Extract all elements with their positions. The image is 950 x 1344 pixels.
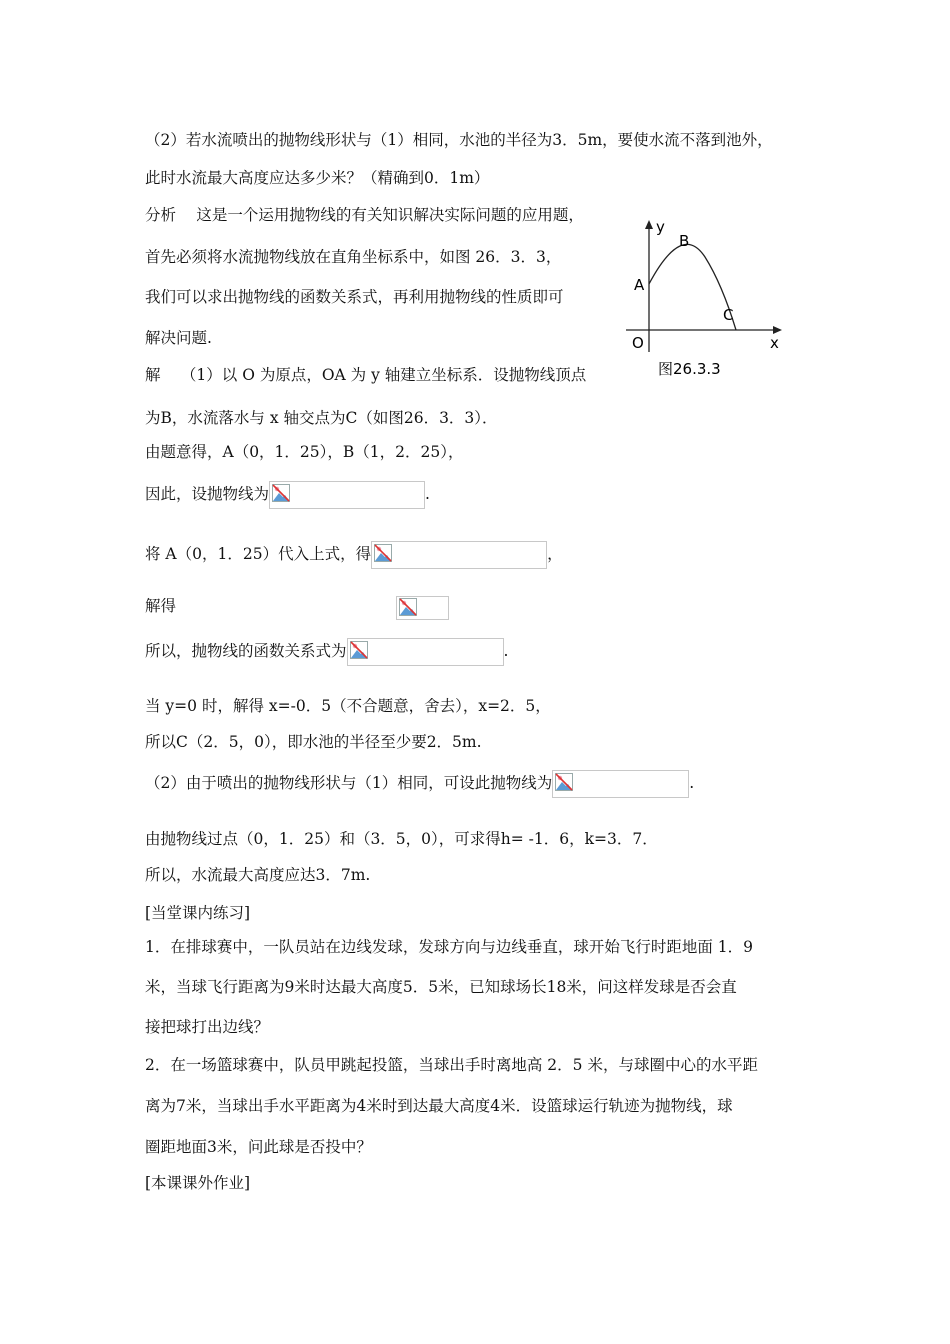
solution-line-5: [145, 541, 563, 569]
solution-line-8: 当 y=0 时，解得 x=-0．5（不合题意，舍去），x=2．5，: [145, 697, 551, 715]
solution-line-10-text: （2）由于喷出的抛物线形状与（1）相同，可设此抛物线为: [145, 774, 553, 792]
exercise-1-line-1: 1．在排球赛中，一队员站在边线发球，发球方向与边线垂直，球开始飞行时距地面 1．9: [145, 938, 754, 956]
origin-label: O: [632, 334, 644, 352]
solution-line-10-period: .: [689, 774, 695, 792]
formula-image-3: [396, 596, 449, 620]
broken-image-icon: [399, 598, 417, 616]
solution-line-2: 为B，水流落水与 x 轴交点为C（如图26．3．3）．: [145, 409, 498, 427]
exercise-1-line-3: 接把球打出边线？: [145, 1018, 270, 1036]
solution-line-7-period: .: [503, 642, 509, 660]
y-axis-arrow: [645, 220, 653, 229]
solution-line-12: 所以，水流最大高度应达3．7m.: [145, 866, 371, 884]
analysis-line-4: 解决问题.: [145, 329, 212, 347]
solution-line-11: 由抛物线过点（0，1．25）和（3．5，0），可求得h= -1．6，k=3．7．: [145, 830, 658, 848]
solution-line-4: [145, 481, 430, 509]
x-axis-arrow: [773, 326, 782, 334]
exercise-2-line-2: 离为7米，当球出手水平距离为4米时到达最大高度4米．设篮球运行轨迹为抛物线，球: [145, 1097, 733, 1115]
analysis-line-2: 首先必须将水流抛物线放在直角坐标系中，如图 26．3．3，: [145, 248, 562, 266]
q2-line-2: 此时水流最大高度应达多少米？（精确到0．1m）: [145, 169, 490, 187]
x-axis-label: x: [770, 334, 779, 352]
solution-line-4-text: 因此，设抛物线为: [145, 485, 270, 503]
solution-line-10: [145, 770, 694, 798]
solution-line-7-text: 所以，抛物线的函数关系式为: [145, 642, 347, 660]
exercise-2-line-3: 圈距地面3米，问此球是否投中？: [145, 1138, 372, 1156]
coordinate-figure: [622, 212, 792, 387]
solution-line-5-comma: ，: [547, 545, 563, 563]
q2-line-1: （2）若水流喷出的抛物线形状与（1）相同，水池的半径为3．5m，要使水流不落到池外，: [145, 131, 773, 149]
formula-image-3-wrap: [396, 596, 449, 620]
broken-image-icon: [555, 773, 573, 791]
solution-line-1: 解 （1）以 O 为原点，OA 为 y 轴建立坐标系．设抛物线顶点: [145, 366, 587, 384]
homework-heading: [本课课外作业]: [145, 1174, 251, 1192]
point-c-label: C: [723, 306, 734, 324]
formula-image-5: [552, 770, 689, 798]
broken-image-icon: [350, 641, 368, 659]
formula-image-2: [371, 541, 547, 569]
solution-line-9: 所以C（2．5，0），即水池的半径至少要2．5m.: [145, 733, 482, 751]
exercise-2-line-1: 2．在一场篮球赛中，队员甲跳起投篮，当球出手时离地高 2．5 米，与球圈中心的水平距: [145, 1056, 758, 1074]
y-axis-label: y: [656, 218, 665, 236]
solution-line-3: 由题意得，A（0，1．25），B（1，2．25），: [145, 443, 464, 461]
point-b-label: B: [679, 232, 690, 250]
solution-line-7: [145, 638, 508, 666]
solution-line-6: 解得: [145, 597, 177, 615]
practice-heading: [当堂课内练习]: [145, 904, 251, 922]
figure-caption: 图26.3.3: [658, 360, 721, 378]
formula-image-1: [269, 481, 425, 509]
solution-line-5-text: 将 A（0，1．25）代入上式，得: [145, 545, 372, 563]
broken-image-icon: [272, 484, 290, 502]
exercise-1-line-2: 米，当球飞行距离为9米时达最大高度5．5米，已知球场长18米，问这样发球是否会直: [145, 978, 737, 996]
solution-line-4-period: .: [425, 485, 430, 503]
analysis-line-3: 我们可以求出抛物线的函数关系式，再利用抛物线的性质即可: [145, 288, 564, 306]
analysis-line-1: 分析 这是一个运用抛物线的有关知识解决实际问题的应用题，: [145, 206, 584, 224]
formula-image-4: [347, 638, 504, 666]
broken-image-icon: [374, 544, 392, 562]
point-a-label: A: [634, 276, 645, 294]
